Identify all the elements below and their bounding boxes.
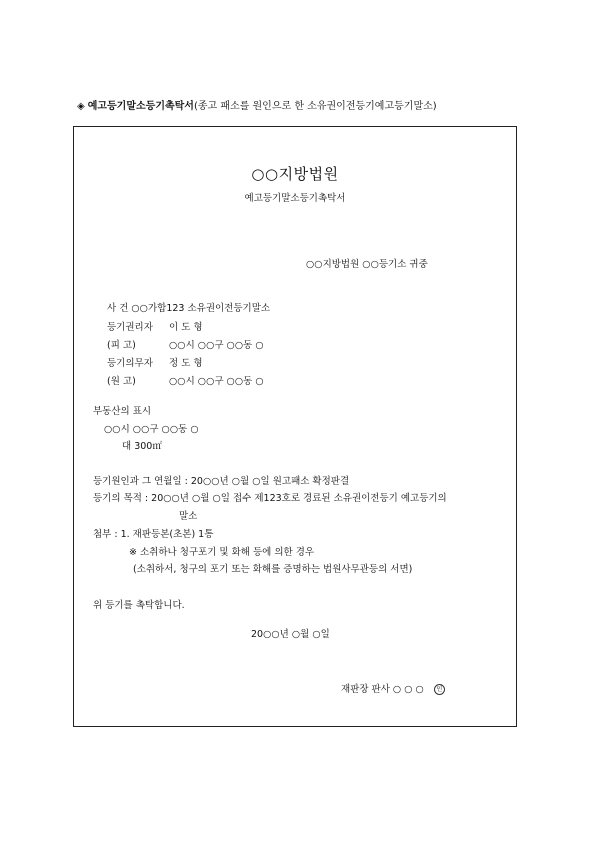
case-line: 사 건 ○○가합123 소유권이전등기말소 xyxy=(107,303,271,314)
document-date: 20○○년 ○월 ○일 xyxy=(251,629,330,640)
property-address: ○○시 ○○구 ○○동 ○ xyxy=(104,424,199,435)
defendant-address: ○○시 ○○구 ○○동 ○ xyxy=(169,340,264,351)
heading-note: (종고 패소를 원인으로 한 소유권이전등기예고등기말소) xyxy=(193,101,437,112)
registration-cause: 등기원인과 그 연월일 : 20○○년 ○월 ○일 원고패소 확정판결 xyxy=(93,476,350,487)
registration-purpose: 등기의 목적 : 20○○년 ○월 ○일 접수 제123호로 경료된 소유권이전등기 예고등기의 xyxy=(93,493,447,504)
property-label: 부동산의 표시 xyxy=(93,406,152,417)
attachment-line: 첨부 : 1. 재판등본(초본) 1통 xyxy=(93,529,214,540)
addressee: ○○지방법원 ○○등기소 귀중 xyxy=(306,259,428,270)
seal-icon: 인 xyxy=(434,684,445,695)
obligor-name: 정 도 형 xyxy=(169,358,203,369)
heading-title: 예고등기말소등기촉탁서 xyxy=(87,101,194,112)
document-frame xyxy=(73,126,517,727)
request-line: 위 등기를 촉탁합니다. xyxy=(93,600,185,611)
diamond-bullet-icon: ◈ xyxy=(77,101,85,112)
page-heading xyxy=(77,97,437,112)
document-title: 예고등기말소등기촉탁서 xyxy=(244,193,346,204)
defendant-label: (피 고) xyxy=(107,340,136,351)
note-line-2: (소취하서, 청구의 포기 또는 화해를 증명하는 법원사무관등의 서면) xyxy=(133,564,413,575)
signer-line xyxy=(341,684,445,695)
property-area: 대 300㎡ xyxy=(122,441,162,452)
signer-text: 재판장 판사 ○ ○ ○ xyxy=(341,684,424,695)
right-holder-label: 등기권리자 xyxy=(107,322,153,333)
note-line-1: ※ 소취하나 청구포기 및 화해 등에 의한 경우 xyxy=(129,547,315,558)
plaintiff-label: (원 고) xyxy=(107,376,136,387)
plaintiff-address: ○○시 ○○구 ○○동 ○ xyxy=(169,376,264,387)
right-holder-name: 이 도 형 xyxy=(169,322,203,333)
obligor-label: 등기의무자 xyxy=(107,358,153,369)
registration-purpose-cont: 말소 xyxy=(179,511,198,522)
court-name: ○○지방법원 xyxy=(251,165,339,183)
